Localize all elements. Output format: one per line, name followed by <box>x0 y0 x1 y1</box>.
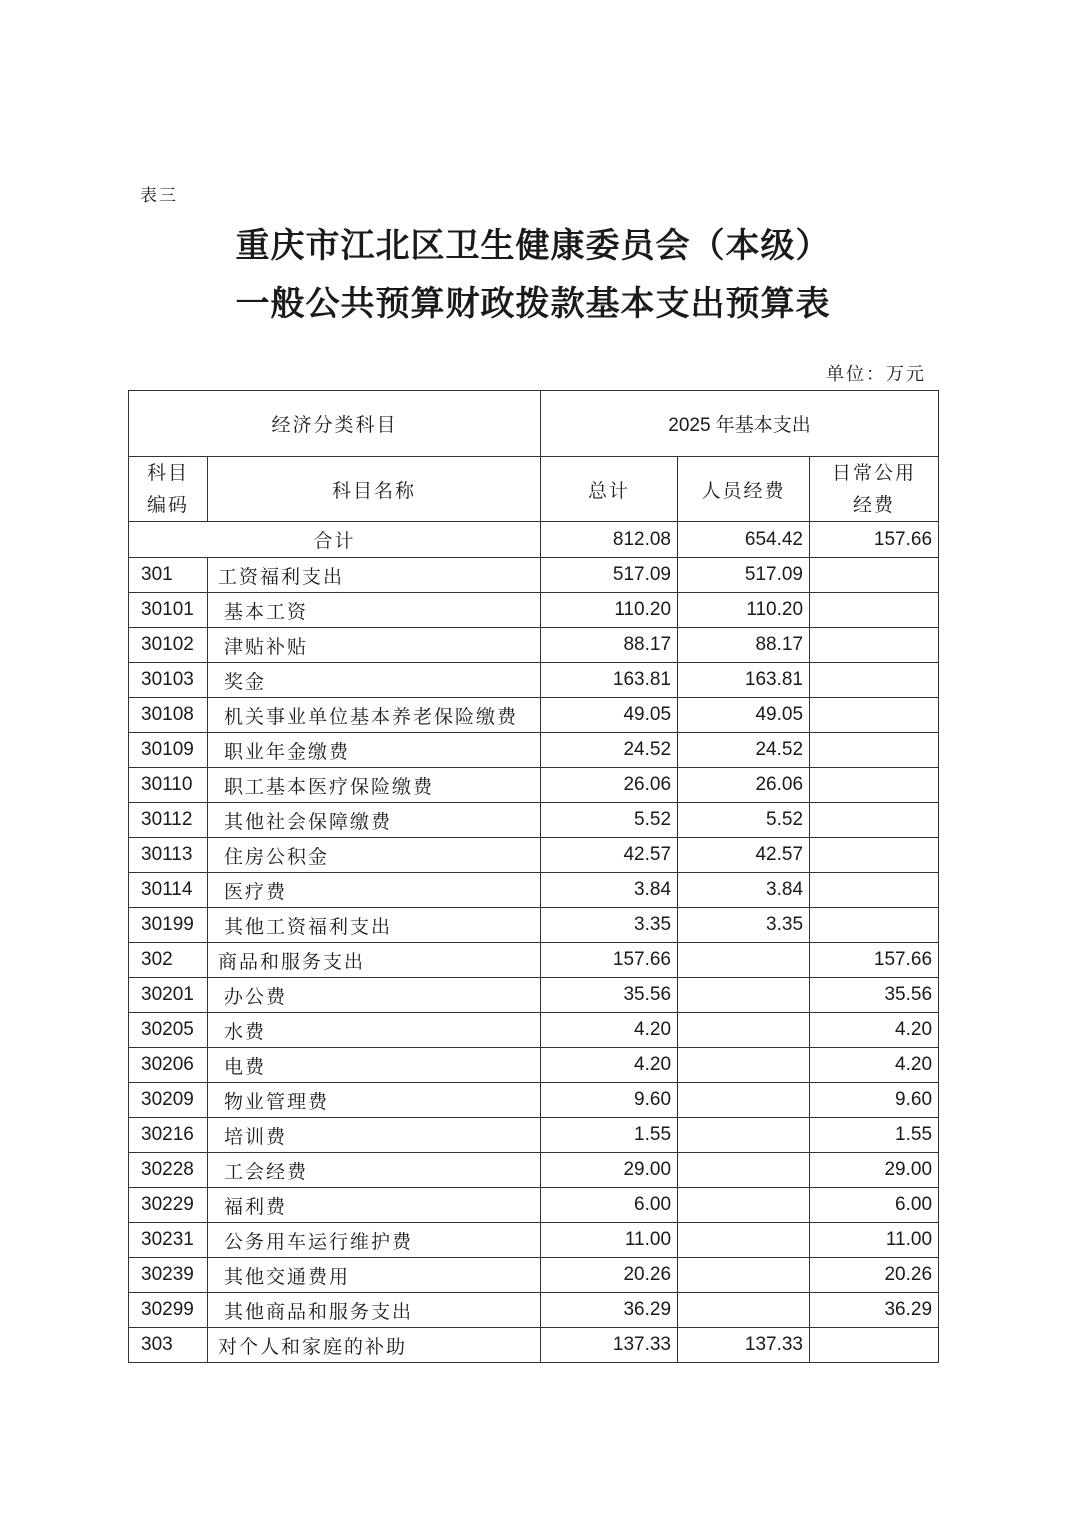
row-public <box>810 663 939 698</box>
row-public: 6.00 <box>810 1188 939 1223</box>
header-econ-class: 经济分类科目 <box>129 391 541 457</box>
row-name: 职工基本医疗保险缴费 <box>208 768 541 803</box>
row-name: 津贴补贴 <box>208 628 541 663</box>
header-total: 总计 <box>541 457 678 522</box>
header-row-1 <box>129 391 939 457</box>
row-total: 49.05 <box>541 698 678 733</box>
row-total: 6.00 <box>541 1188 678 1223</box>
row-name: 机关事业单位基本养老保险缴费 <box>208 698 541 733</box>
row-total: 11.00 <box>541 1223 678 1258</box>
table-row <box>129 1048 939 1083</box>
row-personnel: 3.35 <box>678 908 810 943</box>
row-personnel <box>678 943 810 978</box>
row-personnel: 137.33 <box>678 1328 810 1363</box>
header-public-line2: 经费 <box>853 494 896 516</box>
table-row <box>129 1258 939 1293</box>
row-total: 1.55 <box>541 1118 678 1153</box>
unit-label: 单位：万元 <box>826 364 926 385</box>
table-row <box>129 663 939 698</box>
row-code: 301 <box>129 558 208 593</box>
row-name: 培训费 <box>208 1118 541 1153</box>
row-code: 30209 <box>129 1083 208 1118</box>
table-row <box>129 873 939 908</box>
row-name: 其他社会保障缴费 <box>208 803 541 838</box>
row-public <box>810 803 939 838</box>
row-name: 商品和服务支出 <box>208 943 541 978</box>
total-public: 157.66 <box>810 522 939 558</box>
table-row <box>129 978 939 1013</box>
row-total: 26.06 <box>541 768 678 803</box>
table-row <box>129 1118 939 1153</box>
row-code: 30101 <box>129 593 208 628</box>
budget-table <box>128 390 939 1363</box>
row-name: 基本工资 <box>208 593 541 628</box>
table-row <box>129 1293 939 1328</box>
header-public <box>810 457 939 522</box>
row-total: 4.20 <box>541 1013 678 1048</box>
row-public <box>810 698 939 733</box>
row-public: 11.00 <box>810 1223 939 1258</box>
row-code: 30110 <box>129 768 208 803</box>
row-public <box>810 628 939 663</box>
row-name: 福利费 <box>208 1188 541 1223</box>
table-row <box>129 1328 939 1363</box>
row-code: 30112 <box>129 803 208 838</box>
row-name: 公务用车运行维护费 <box>208 1223 541 1258</box>
total-personnel: 654.42 <box>678 522 810 558</box>
table-row <box>129 733 939 768</box>
row-code: 30109 <box>129 733 208 768</box>
row-public <box>810 593 939 628</box>
row-personnel <box>678 1013 810 1048</box>
row-total: 20.26 <box>541 1258 678 1293</box>
row-name: 其他工资福利支出 <box>208 908 541 943</box>
row-personnel: 110.20 <box>678 593 810 628</box>
row-public <box>810 838 939 873</box>
row-personnel <box>678 1293 810 1328</box>
row-total: 3.35 <box>541 908 678 943</box>
row-public: 9.60 <box>810 1083 939 1118</box>
row-name: 办公费 <box>208 978 541 1013</box>
row-personnel <box>678 1188 810 1223</box>
row-total: 517.09 <box>541 558 678 593</box>
row-public: 36.29 <box>810 1293 939 1328</box>
table-row <box>129 768 939 803</box>
row-total: 163.81 <box>541 663 678 698</box>
row-name: 职业年金缴费 <box>208 733 541 768</box>
row-code: 30206 <box>129 1048 208 1083</box>
row-name: 奖金 <box>208 663 541 698</box>
row-public: 4.20 <box>810 1013 939 1048</box>
header-personnel: 人员经费 <box>678 457 810 522</box>
row-total: 137.33 <box>541 1328 678 1363</box>
row-code: 30108 <box>129 698 208 733</box>
row-personnel: 49.05 <box>678 698 810 733</box>
row-code: 30216 <box>129 1118 208 1153</box>
row-code: 303 <box>129 1328 208 1363</box>
row-public <box>810 733 939 768</box>
table-row <box>129 628 939 663</box>
row-code: 30201 <box>129 978 208 1013</box>
row-name: 对个人和家庭的补助 <box>208 1328 541 1363</box>
table-row <box>129 1188 939 1223</box>
row-total: 88.17 <box>541 628 678 663</box>
row-public <box>810 873 939 908</box>
row-personnel <box>678 1258 810 1293</box>
row-total: 29.00 <box>541 1153 678 1188</box>
table-row <box>129 698 939 733</box>
header-code-line1: 科目 <box>146 462 189 484</box>
row-code: 30114 <box>129 873 208 908</box>
row-name: 其他商品和服务支出 <box>208 1293 541 1328</box>
total-total: 812.08 <box>541 522 678 558</box>
row-total: 110.20 <box>541 593 678 628</box>
row-personnel <box>678 1223 810 1258</box>
row-total: 24.52 <box>541 733 678 768</box>
table-row <box>129 1153 939 1188</box>
row-personnel: 24.52 <box>678 733 810 768</box>
row-name: 物业管理费 <box>208 1083 541 1118</box>
row-code: 302 <box>129 943 208 978</box>
row-personnel: 163.81 <box>678 663 810 698</box>
row-code: 30239 <box>129 1258 208 1293</box>
page-title-line1: 重庆市江北区卫生健康委员会（本级） <box>235 226 831 266</box>
row-total: 36.29 <box>541 1293 678 1328</box>
row-personnel <box>678 1118 810 1153</box>
row-personnel: 88.17 <box>678 628 810 663</box>
table-row <box>129 1223 939 1258</box>
total-row <box>129 522 939 558</box>
row-name: 工资福利支出 <box>208 558 541 593</box>
table-row <box>129 838 939 873</box>
row-code: 30231 <box>129 1223 208 1258</box>
header-code-line2: 编码 <box>146 494 189 516</box>
row-total: 4.20 <box>541 1048 678 1083</box>
row-public <box>810 768 939 803</box>
page-title-line2: 一般公共预算财政拨款基本支出预算表 <box>235 284 831 324</box>
row-code: 30228 <box>129 1153 208 1188</box>
row-personnel: 3.84 <box>678 873 810 908</box>
row-public: 157.66 <box>810 943 939 978</box>
table-label: 表三 <box>140 186 178 206</box>
row-total: 157.66 <box>541 943 678 978</box>
row-personnel: 42.57 <box>678 838 810 873</box>
row-total: 9.60 <box>541 1083 678 1118</box>
row-public <box>810 1328 939 1363</box>
row-public <box>810 908 939 943</box>
row-personnel <box>678 1083 810 1118</box>
table-row <box>129 943 939 978</box>
row-public: 4.20 <box>810 1048 939 1083</box>
header-year-basic: 2025 年基本支出 <box>541 391 939 457</box>
row-total: 5.52 <box>541 803 678 838</box>
total-label: 合计 <box>129 522 541 558</box>
row-code: 30229 <box>129 1188 208 1223</box>
table-row <box>129 803 939 838</box>
row-name: 其他交通费用 <box>208 1258 541 1293</box>
row-code: 30103 <box>129 663 208 698</box>
header-code <box>129 457 208 522</box>
row-personnel <box>678 1153 810 1188</box>
row-total: 35.56 <box>541 978 678 1013</box>
row-code: 30102 <box>129 628 208 663</box>
row-total: 3.84 <box>541 873 678 908</box>
table-row <box>129 1083 939 1118</box>
row-public <box>810 558 939 593</box>
row-personnel: 5.52 <box>678 803 810 838</box>
row-code: 30299 <box>129 1293 208 1328</box>
row-name: 电费 <box>208 1048 541 1083</box>
row-public: 29.00 <box>810 1153 939 1188</box>
row-personnel <box>678 978 810 1013</box>
row-code: 30199 <box>129 908 208 943</box>
table-row <box>129 1013 939 1048</box>
table-row <box>129 593 939 628</box>
row-name: 工会经费 <box>208 1153 541 1188</box>
row-personnel <box>678 1048 810 1083</box>
row-public: 20.26 <box>810 1258 939 1293</box>
row-name: 水费 <box>208 1013 541 1048</box>
header-public-line1: 日常公用 <box>832 462 917 484</box>
row-personnel: 517.09 <box>678 558 810 593</box>
row-public: 1.55 <box>810 1118 939 1153</box>
table-row <box>129 558 939 593</box>
row-name: 住房公积金 <box>208 838 541 873</box>
header-row-2 <box>129 457 939 522</box>
row-personnel: 26.06 <box>678 768 810 803</box>
header-name: 科目名称 <box>208 457 541 522</box>
row-public: 35.56 <box>810 978 939 1013</box>
row-name: 医疗费 <box>208 873 541 908</box>
row-total: 42.57 <box>541 838 678 873</box>
row-code: 30113 <box>129 838 208 873</box>
table-row <box>129 908 939 943</box>
row-code: 30205 <box>129 1013 208 1048</box>
